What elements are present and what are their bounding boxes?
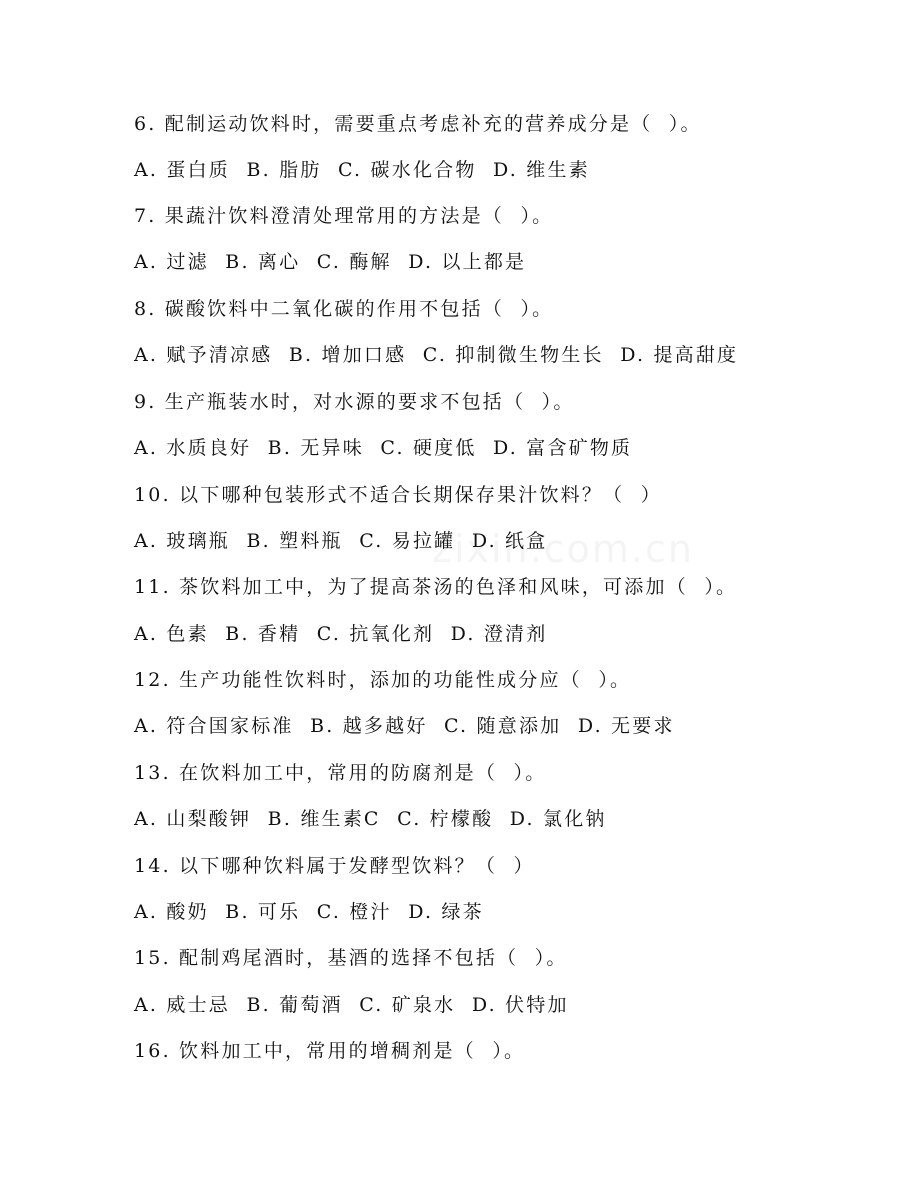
options-14: A. 酸奶 B. 可乐 C. 橙汁 D. 绿茶 (134, 901, 484, 923)
options-10: A. 玻璃瓶 B. 塑料瓶 C. 易拉罐 D. 纸盒 (134, 530, 548, 552)
question-11: 11. 茶饮料加工中，为了提高茶汤的色泽和风味，可添加（ ）。 (134, 576, 738, 598)
options-15: A. 威士忌 B. 葡萄酒 C. 矿泉水 D. 伏特加 (134, 994, 569, 1016)
question-13: 13. 在饮料加工中，常用的防腐剂是（ ）。 (134, 762, 547, 784)
question-6: 6. 配制运动饮料时，需要重点考虑补充的营养成分是（ ）。 (134, 113, 702, 135)
options-13: A. 山梨酸钾 B. 维生素C C. 柠檬酸 D. 氯化钠 (134, 808, 607, 830)
question-9: 9. 生产瓶装水时，对水源的要求不包括（ ）。 (134, 391, 575, 413)
question-10: 10. 以下哪种包装形式不适合长期保存果汁饮料？（ ） (134, 484, 662, 506)
options-7: A. 过滤 B. 离心 C. 酶解 D. 以上都是 (134, 251, 527, 273)
question-7: 7. 果蔬汁饮料澄清处理常用的方法是（ ）。 (134, 205, 554, 227)
question-8: 8. 碳酸饮料中二氧化碳的作用不包括（ ）。 (134, 298, 554, 320)
question-14: 14. 以下哪种饮料属于发酵型饮料？（ ） (134, 855, 535, 877)
options-11: A. 色素 B. 香精 C. 抗氧化剂 D. 澄清剂 (134, 623, 548, 645)
options-8: A. 赋予清凉感 B. 增加口感 C. 抑制微生物生长 D. 提高甜度 (134, 344, 739, 366)
options-9: A. 水质良好 B. 无异味 C. 硬度低 D. 富含矿物质 (134, 437, 633, 459)
question-12: 12. 生产功能性饮料时，添加的功能性成分应（ ）。 (134, 669, 632, 691)
options-6: A. 蛋白质 B. 脂肪 C. 碳水化合物 D. 维生素 (134, 159, 590, 181)
question-16: 16. 饮料加工中，常用的增稠剂是（ ）。 (134, 1040, 526, 1062)
options-12: A. 符合国家标准 B. 越多越好 C. 随意添加 D. 无要求 (134, 715, 675, 737)
question-15: 15. 配制鸡尾酒时，基酒的选择不包括（ ）。 (134, 947, 568, 969)
